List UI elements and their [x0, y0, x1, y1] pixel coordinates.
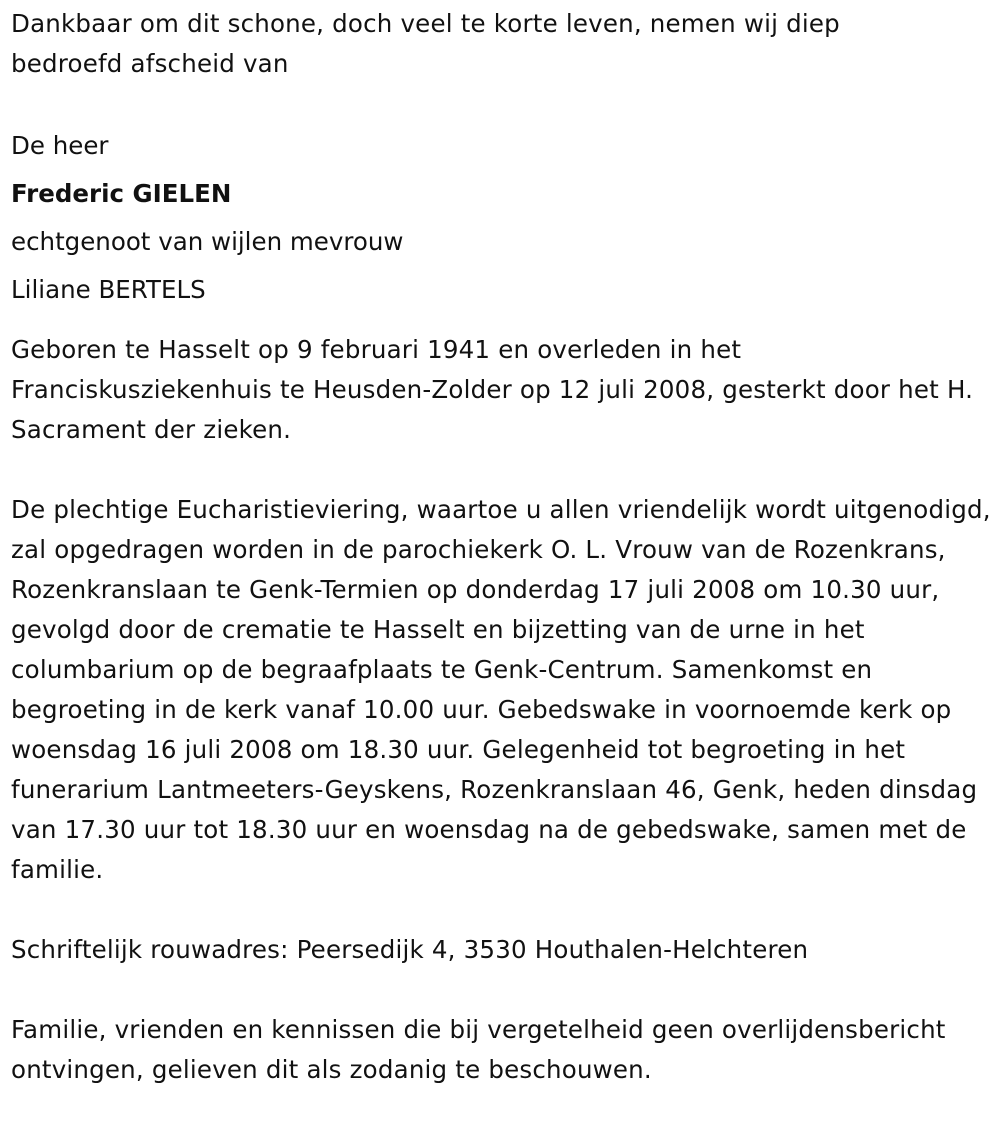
- closing-paragraph: Familie, vrienden en kennissen die bij vergetelheid geen overlijdensbericht ontvingen, gelieven dit als zodanig te beschouwen.: [11, 1015, 946, 1084]
- spacer: [11, 970, 1000, 1010]
- spacer: [11, 890, 1000, 930]
- intro-paragraph: Dankbaar om dit schone, doch veel te korte leven, nemen wij diep bedroefd afscheid van: [11, 9, 840, 78]
- spouse-name: Liliane BERTELS: [11, 275, 206, 304]
- birth-death-paragraph: Geboren te Hasselt op 9 februari 1941 en overleden in het Franciskusziekenhuis te Heusden-Zolder op 12 juli 2008, gesterkt door het H. Sacrament der zieken.: [11, 335, 974, 444]
- spouse-relation: echtgenoot van wijlen mevrouw: [11, 227, 404, 256]
- spacer: [11, 84, 1000, 124]
- salutation: De heer: [11, 131, 109, 160]
- ceremony-paragraph: De plechtige Eucharistieviering, waartoe u allen vriendelijk wordt uitgenodigd, zal opgedragen worden in de parochiekerk O. L. Vrouw van de Rozenkrans, Rozenkranslaan te Genk-Termien op donderdag 17 juli 2008 om 10.30 uur, gevolgd door de crematie te Hasselt en bijzetting van de urne in het columbarium op de begraafplaats te Genk-Centrum. Samenkomst en begroeting in de kerk vanaf 10.00 uur. Gebedswake in voornoemde kerk op woensdag 16 juli 2008 om 18.30 uur. Gelegenheid tot begroeting in het funerarium Lantmeeters-Geyskens, Rozenkranslaan 46, Genk, heden dinsdag van 17.30 uur tot 18.30 uur en woensdag na de gebedswake, samen met de familie.: [11, 495, 991, 884]
- spacer: [11, 314, 1000, 330]
- address-line: Schriftelijk rouwadres: Peersedijk 4, 3530 Houthalen-Helchteren: [11, 935, 809, 964]
- deceased-name: Frederic GIELEN: [11, 179, 232, 208]
- spacer: [11, 450, 1000, 490]
